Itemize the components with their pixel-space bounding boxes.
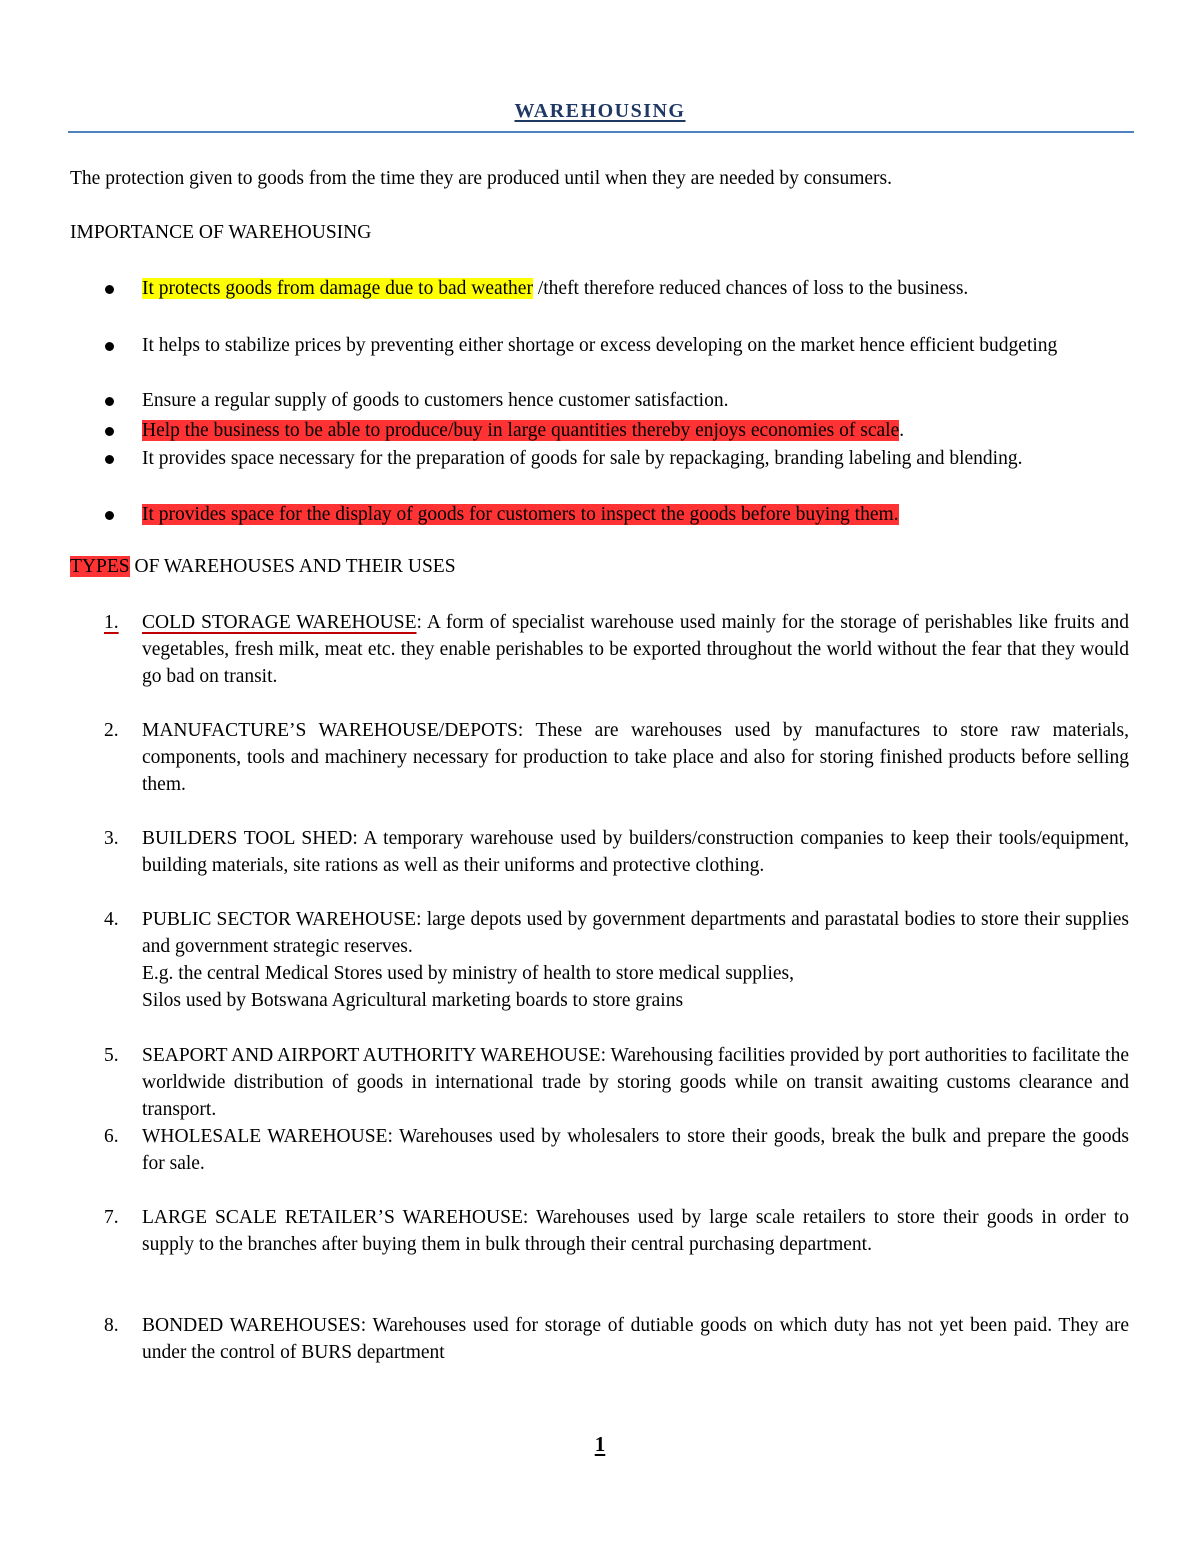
importance-item: [142, 333, 1129, 359]
item-text: .: [899, 420, 905, 441]
item-label: MANUFACTURE’S WAREHOUSE/DEPOTS: [142, 720, 518, 741]
importance-item: [142, 446, 1129, 472]
item-text: : Warehouses used by large scale retailers to store their goods in order to supply to the branches after buying them in bulk through their central purchasing department.: [142, 1207, 1130, 1255]
example-line: E.g. the central Medical Stores used by ministry of health to store medical supplies,: [142, 963, 795, 984]
types-heading: [70, 554, 456, 580]
warehouse-type-item: [104, 1042, 1129, 1123]
item-text: It helps to stabilize prices by preventing either shortage or excess developing on the market hence efficient budgeting: [142, 335, 1058, 356]
item-text: /theft therefore reduced chances of loss to the business.: [532, 278, 969, 299]
warehouse-type-item: [104, 717, 1129, 798]
item-number: 7.: [104, 1207, 119, 1228]
item-label: PUBLIC SECTOR WAREHOUSE: [142, 909, 417, 930]
bullet-icon: [105, 397, 114, 406]
item-label: BUILDERS TOOL SHED: [142, 828, 353, 849]
warehouse-type-item: [104, 825, 1129, 879]
item-text: : Warehousing facilities provided by port authorities to facilitate the worldwide distribution of goods in international trade by storing goods while on transit awaiting customs clearance and transport.: [142, 1045, 1129, 1120]
item-number: 8.: [104, 1315, 119, 1336]
bullet-icon: [105, 511, 114, 520]
item-label: COLD STORAGE WAREHOUSE: [142, 612, 417, 633]
bullet-icon: [105, 427, 114, 436]
warehouse-type-item: [104, 1204, 1130, 1258]
importance-item: [142, 388, 1129, 414]
item-number: 1.: [104, 612, 119, 633]
item-text: Ensure a regular supply of goods to customers hence customer satisfaction.: [142, 390, 729, 411]
warehouse-type-item: [104, 906, 1129, 1014]
item-text: : Warehouses used by wholesalers to store their goods, break the bulk and prepare the goods for sale.: [142, 1126, 1129, 1174]
item-label: WHOLESALE WAREHOUSE: [142, 1126, 388, 1147]
definition-text: The protection given to goods from the time they are produced until when they are needed by consumers.: [70, 168, 892, 189]
item-text: : These are warehouses used by manufactures to store raw materials, components, tools and machinery necessary for production to take place and also for storing finished products before selling them.: [142, 720, 1129, 795]
warehouse-type-item: [104, 1123, 1129, 1177]
importance-item: [142, 502, 1129, 528]
item-text: : large depots used by government departments and parastatal bodies to store their supplies and government strategic reserves.: [142, 909, 1129, 957]
item-text: : Warehouses used for storage of dutiable goods on which duty has not yet been paid. They are under the control of BURS department: [142, 1315, 1129, 1363]
item-text: : A temporary warehouse used by builders/construction companies to keep their tools/equipment, building materials, site rations as well as their uniforms and protective clothing.: [142, 828, 1129, 876]
importance-item: [142, 276, 1129, 302]
item-label: BONDED WAREHOUSES: [142, 1315, 361, 1336]
page-title: WAREHOUSING: [514, 100, 686, 122]
highlighted-text: Help the business to be able to produce/buy in large quantities thereby enjoys economies of scale: [142, 420, 900, 441]
highlighted-text: It protects goods from damage due to bad weather: [142, 278, 533, 299]
importance-item: [142, 418, 1129, 444]
item-number: 4.: [104, 909, 119, 930]
example-line: Silos used by Botswana Agricultural marketing boards to store grains: [142, 990, 684, 1011]
item-number: 3.: [104, 828, 119, 849]
title-divider: [68, 131, 1134, 133]
importance-heading: IMPORTANCE OF WAREHOUSING: [70, 222, 372, 243]
item-number: 5.: [104, 1045, 119, 1066]
item-label: SEAPORT AND AIRPORT AUTHORITY WAREHOUSE: [142, 1045, 601, 1066]
bullet-icon: [105, 455, 114, 464]
item-number: 6.: [104, 1126, 119, 1147]
item-label: LARGE SCALE RETAILER’S WAREHOUSE: [142, 1207, 523, 1228]
page-number: 1: [594, 1432, 606, 1456]
warehouse-type-item: [104, 609, 1130, 690]
item-text: It provides space necessary for the preparation of goods for sale by repackaging, branding labeling and blending.: [142, 448, 1023, 469]
bullet-icon: [105, 342, 114, 351]
types-heading-highlight: TYPES: [70, 556, 130, 577]
item-number: 2.: [104, 720, 119, 741]
item-text: : A form of specialist warehouse used mainly for the storage of perishables like fruits and vegetables, fresh milk, meat etc. they enable perishables to be exported throughout the world without the fear that they would go bad on transit.: [142, 612, 1130, 687]
warehouse-type-item: [104, 1312, 1129, 1366]
highlighted-text: It provides space for the display of goods for customers to inspect the goods before buying them.: [142, 504, 899, 525]
bullet-icon: [105, 285, 114, 294]
types-heading-rest: OF WAREHOUSES AND THEIR USES: [129, 556, 456, 577]
